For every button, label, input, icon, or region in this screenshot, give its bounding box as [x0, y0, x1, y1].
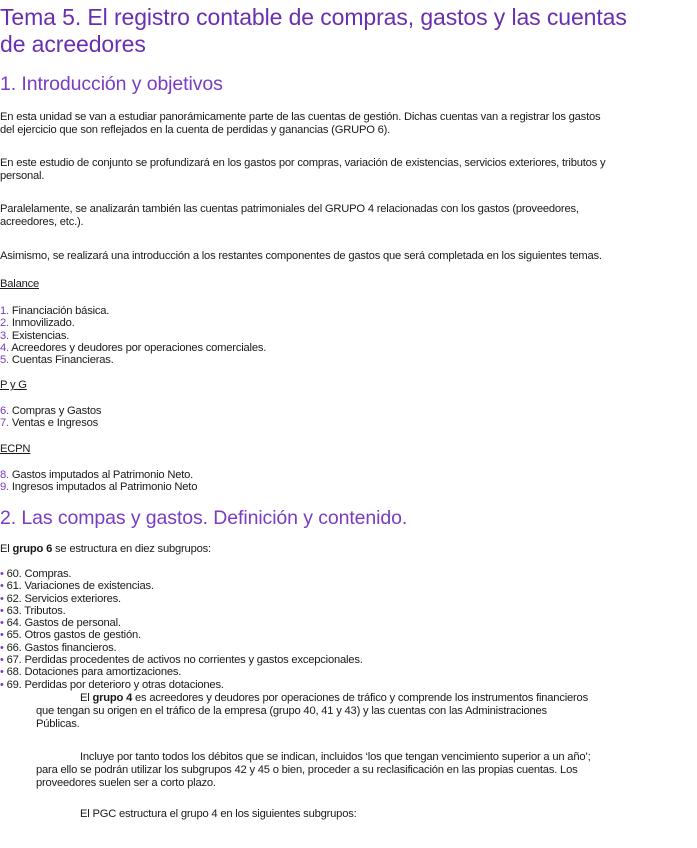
- list-item: 2. Inmovilizado.: [0, 317, 75, 330]
- list-item: 3. Existencias.: [0, 329, 70, 342]
- intro-paragraph-3: [0, 203, 690, 229]
- bullet-icon: •: [0, 568, 4, 580]
- bullet-icon: •: [0, 629, 4, 642]
- list-item: • 67. Perdidas procedentes de activos no corrientes y gastos excepcionales.: [0, 654, 363, 667]
- text-line: que tengan su origen en el tráfico de la empresa (grupo 40, 41 y 43) y las cuentas con las Administraciones: [36, 705, 547, 717]
- bullet-icon: •: [0, 592, 4, 605]
- text-line: En esta unidad se van a estudiar panorámicamente parte de las cuentas de gestión. Dichas cuentas van a registrar los gastos: [0, 111, 601, 123]
- bullet-icon: •: [0, 678, 4, 691]
- text-line: personal.: [0, 170, 45, 182]
- list-item: 9. Ingresos imputados al Patrimonio Neto: [0, 481, 198, 494]
- list-item: • 69. Perdidas por deterioro y otras dotaciones.: [0, 678, 224, 691]
- text-line: El grupo 4 es acreedores y deudores por operaciones de tráfico y comprende los instrumentos financieros: [80, 692, 588, 704]
- list-item: • 66. Gastos financieros.: [0, 641, 117, 654]
- page-title: [0, 4, 627, 58]
- includes-paragraph: [36, 751, 661, 790]
- intro-paragraph-1: [0, 111, 690, 137]
- bullet-icon: •: [0, 617, 4, 630]
- section-1-heading: 1. Introducción y objetivos: [0, 73, 223, 95]
- intro-paragraph-2: [0, 157, 690, 183]
- list-item: • 65. Otros gastos de gestión.: [0, 629, 141, 642]
- group4-paragraph: [36, 692, 661, 731]
- list-item: • 60. Compras.: [0, 568, 72, 580]
- text-line: proveedores suelen ser a corto plazo.: [36, 777, 216, 789]
- intro-paragraph-4: [0, 250, 690, 263]
- list-item: 5. Cuentas Financieras.: [0, 354, 114, 367]
- group6-subgroups-list: [0, 568, 363, 691]
- bullet-icon: •: [0, 654, 4, 667]
- title-line-2: de acreedores: [0, 31, 146, 57]
- list-item: 8. Gastos imputados al Patrimonio Neto.: [0, 469, 194, 481]
- ecpn-label: ECPN: [0, 443, 31, 455]
- text-line: acreedores, etc.).: [0, 216, 84, 228]
- text-line: Asimismo, se realizará una introducción a los restantes componentes de gastos que será completada en los siguientes temas.: [0, 250, 602, 262]
- text-line: Públicas.: [36, 718, 80, 730]
- list-item: 7. Ventas e Ingresos: [0, 417, 99, 430]
- group6-intro: El grupo 6 se estructura en diez subgrupos:: [0, 543, 211, 555]
- list-item: • 64. Gastos de personal.: [0, 617, 121, 630]
- text-line: para ello se podrán utilizar los subgrupos 42 y 45 o bien, proceder a su reclasificación en las propias cuentas. Los: [36, 764, 578, 776]
- section-2-heading: 2. Las compas y gastos. Definición y contenido.: [0, 507, 408, 529]
- list-item: • 63. Tributos.: [0, 604, 66, 617]
- text-line: del ejercicio que son reflejados en la cuenta de perdidas y ganancias (GRUPO 6).: [0, 124, 391, 136]
- bullet-icon: •: [0, 580, 4, 593]
- title-line-1: Tema 5. El registro contable de compras, gastos y las cuentas: [0, 4, 627, 30]
- list-item: 4. Acreedores y deudores por operaciones comerciales.: [0, 341, 267, 354]
- bullet-icon: •: [0, 666, 4, 679]
- text-line: En este estudio de conjunto se profundizará en los gastos por compras, variación de existencias, servicios exteriores, tributos y: [0, 157, 606, 169]
- bullet-icon: •: [0, 641, 4, 654]
- list-item: 1. Financiación básica.: [0, 305, 110, 317]
- pyg-list: [0, 405, 101, 430]
- pyg-label: P y G: [0, 379, 27, 391]
- ecpn-list: [0, 469, 197, 494]
- bullet-icon: •: [0, 604, 4, 617]
- pgc-paragraph: El PGC estructura el grupo 4 en los siguientes subgrupos:: [80, 808, 357, 820]
- balance-label: Balance: [0, 278, 40, 290]
- list-item: • 68. Dotaciones para amortizaciones.: [0, 666, 182, 679]
- list-item: • 61. Variaciones de existencias.: [0, 580, 154, 593]
- text-line: Paralelamente, se analizarán también las cuentas patrimoniales del GRUPO 4 relacionadas con los gastos (proveedores,: [0, 203, 579, 215]
- list-item: • 62. Servicios exteriores.: [0, 592, 121, 605]
- list-item: 6. Compras y Gastos: [0, 405, 102, 417]
- balance-list: [0, 305, 266, 366]
- text-line: Incluye por tanto todos los débitos que se indican, incluidos ‘los que tengan vencimiento superior a un año’;: [80, 751, 591, 763]
